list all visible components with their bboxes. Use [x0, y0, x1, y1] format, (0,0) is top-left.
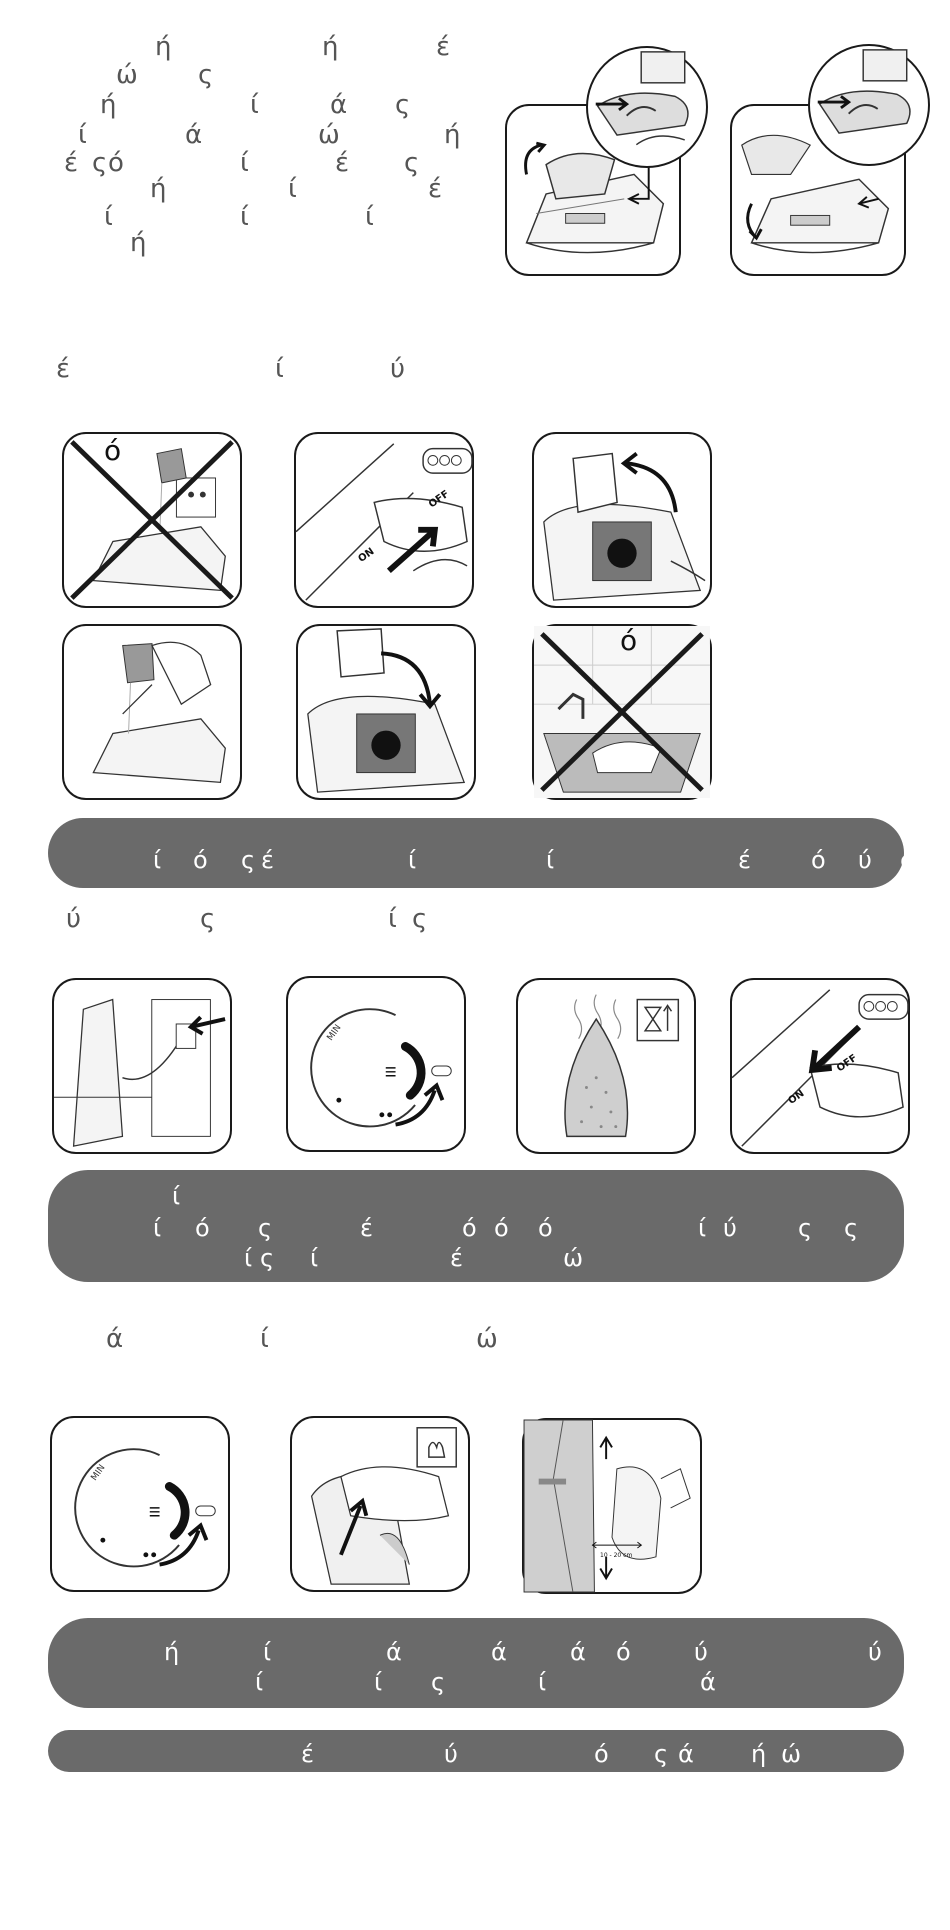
glyph: ς — [412, 904, 428, 934]
dial-steam-drawing — [52, 1418, 228, 1590]
panel-switch-on — [730, 978, 910, 1154]
glyph: έ — [450, 1244, 463, 1272]
distance-label: 10 - 20 cm — [600, 1552, 633, 1559]
glyph: έ — [56, 354, 71, 384]
glyph: ώ — [116, 60, 138, 90]
glyph: ό — [620, 624, 638, 657]
panel-no-fill-plugged — [62, 432, 242, 608]
glyph: ί — [153, 1214, 162, 1242]
glyph: ς — [431, 1668, 446, 1696]
glyph: ί — [288, 174, 297, 204]
glyph: ί — [388, 904, 397, 934]
glyph: ί — [153, 846, 162, 874]
glyph: ή — [751, 1740, 767, 1768]
glyph: ς — [258, 1214, 273, 1242]
glyph: ύ — [868, 1638, 882, 1666]
glyph: ί — [698, 1214, 707, 1242]
info-bar-steam — [48, 1618, 904, 1708]
glyph: ς — [654, 1740, 669, 1768]
panel-dial-steam — [50, 1416, 230, 1592]
glyph: ό — [462, 1214, 477, 1242]
no-fill-plugged-drawing — [64, 434, 240, 606]
glyph: έ — [261, 846, 274, 874]
glyph: ύ — [390, 354, 406, 384]
glyph: έ — [738, 846, 751, 874]
panel-dial-min — [286, 976, 466, 1152]
dial-steam-min-label: MIN — [89, 1463, 108, 1483]
glyph: ί — [172, 1182, 181, 1210]
panel-open-flap — [532, 432, 712, 608]
glyph: ύ — [694, 1638, 708, 1666]
plug-in-drawing — [54, 980, 230, 1152]
open-flap-drawing — [534, 434, 710, 606]
glyph: ά — [700, 1668, 716, 1696]
glyph: ς — [844, 1214, 859, 1242]
glyph: ή — [100, 90, 117, 120]
pour-water-drawing — [64, 626, 240, 798]
glyph: ς — [260, 1244, 275, 1272]
glyph: ύ — [66, 904, 82, 934]
glyph: ά — [386, 1638, 402, 1666]
glyph: ί — [408, 846, 417, 874]
glyph: ύ — [723, 1214, 737, 1242]
glyph: ό — [195, 1214, 210, 1242]
glyph: ό — [104, 434, 122, 467]
glyph: ά — [570, 1638, 586, 1666]
glyph: έ — [335, 148, 350, 178]
glyph: έ — [360, 1214, 373, 1242]
glyph: ί — [365, 202, 374, 232]
glyph: ί — [260, 1324, 269, 1354]
glyph: ά — [678, 1740, 694, 1768]
dial-min-label: MIN — [325, 1023, 344, 1043]
panel-switch-off — [294, 432, 474, 608]
glyph: έ — [64, 148, 79, 178]
glyph: ή — [164, 1638, 180, 1666]
glyph: ό — [594, 1740, 609, 1768]
glyph: ή — [322, 32, 339, 62]
info-bar-heat — [48, 1170, 904, 1282]
soleplate-drawing — [518, 980, 694, 1152]
glyph: ς — [798, 1214, 813, 1242]
glyph: ώ — [318, 120, 340, 150]
switch-on-label: ON — [356, 546, 377, 565]
glyph: ί — [104, 202, 113, 232]
glyph: ή — [444, 120, 461, 150]
glyph: ά — [185, 120, 203, 150]
glyph: ς — [241, 846, 256, 874]
glyph: ί — [240, 202, 249, 232]
vertical-steam-drawing — [524, 1420, 700, 1592]
glyph: ί — [546, 846, 555, 874]
glyph: ί — [255, 1668, 264, 1696]
panel-heating-soleplate — [516, 978, 696, 1154]
panel-close-flap — [296, 624, 476, 800]
glyph: έ — [301, 1740, 314, 1768]
panel-pour-water — [62, 624, 242, 800]
info-bar-note — [48, 1730, 904, 1772]
close-flap-drawing — [298, 626, 474, 798]
switch-off-label-2: OFF — [834, 1052, 860, 1075]
glyph: ί — [263, 1638, 272, 1666]
panel-vertical-steam — [522, 1418, 702, 1594]
glyph: ά — [491, 1638, 507, 1666]
glyph: ύ — [858, 846, 872, 874]
glyph: ώ — [563, 1244, 584, 1272]
magnifier-close-lid — [808, 44, 930, 166]
glyph: ί — [374, 1668, 383, 1696]
glyph: ύ — [444, 1740, 458, 1768]
panel-plug-in — [52, 978, 232, 1154]
glyph: ά — [330, 90, 348, 120]
magnifier-open-lid — [586, 46, 708, 168]
glyph: ή — [130, 228, 147, 258]
glyph: ώ — [781, 1740, 802, 1768]
glyph: ό — [494, 1214, 509, 1242]
steam-button-drawing — [292, 1418, 468, 1590]
glyph: ί — [538, 1668, 547, 1696]
glyph: ό — [193, 846, 208, 874]
switch-on-label-2: ON — [786, 1088, 807, 1107]
panel-steam-button — [290, 1416, 470, 1592]
magnifier-drawing — [588, 48, 706, 166]
glyph: ς — [395, 90, 411, 120]
switch-on-drawing — [732, 980, 908, 1152]
glyph: ί — [240, 148, 249, 178]
switch-off-drawing — [296, 434, 472, 606]
glyph: ώ — [476, 1324, 498, 1354]
glyph: ς — [92, 148, 108, 178]
glyph: ς — [198, 60, 214, 90]
info-bar-fill — [48, 818, 915, 888]
glyph: ό — [811, 846, 826, 874]
glyph: ί — [250, 90, 259, 120]
glyph: ί — [244, 1244, 253, 1272]
switch-off-label: OFF — [426, 488, 452, 511]
glyph: ί — [78, 120, 87, 150]
glyph: ό — [616, 1638, 631, 1666]
glyph: ς — [900, 846, 915, 874]
dial-drawing — [288, 978, 464, 1150]
glyph: ό — [108, 148, 124, 178]
glyph: έ — [436, 32, 451, 62]
glyph: ά — [106, 1324, 124, 1354]
magnifier-close-drawing — [810, 46, 928, 164]
glyph: ό — [538, 1214, 553, 1242]
glyph: ί — [310, 1244, 319, 1272]
glyph: ή — [155, 32, 172, 62]
glyph: ς — [404, 148, 420, 178]
glyph: ί — [275, 354, 284, 384]
glyph: ή — [150, 174, 167, 204]
glyph: ς — [200, 904, 216, 934]
glyph: έ — [428, 174, 443, 204]
